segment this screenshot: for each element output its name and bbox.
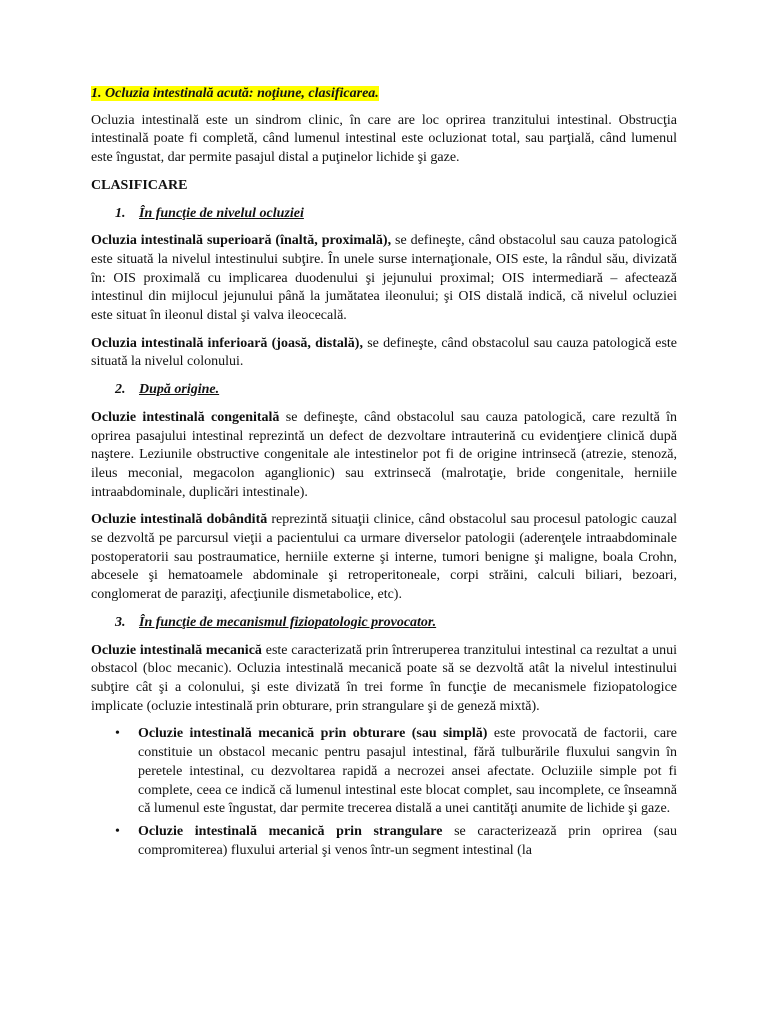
term-strangulation: Ocluzie intestinală mecanică prin strangulare [138, 823, 443, 839]
paragraph-congenital [91, 409, 677, 503]
document-content [91, 85, 677, 864]
term-mechanical: Ocluzie intestinală mecanică [91, 642, 262, 658]
list-item [91, 823, 677, 860]
bullet-icon: • [115, 726, 120, 742]
paragraph-mechanical [91, 642, 677, 717]
subheading-mechanism [91, 614, 677, 633]
highlighted-title: 1. Ocluzia intestinală acută: noţiune, clasificarea. [91, 86, 379, 101]
text-superior: se defineşte, când obstacolul sau cauza patologică este situată la nivelul intestinului subţire. În unele surse internaţionale, OIS este, la rândul său, divizată în: OIS proximală cu implicarea duodenului şi jejunului proximal; OIS intermediară – afectează intestinul din mijlocul jejunului până la jumătatea ileonului; şi OIS distală indică, că nivelul ocluziei este situat în ileonul distal şi valva ileocecală. [91, 233, 677, 324]
text-acquired: reprezintă situaţii clinice, când obstacolul sau procesul patologic cauzal se dezvoltă pe parcursul vieţii a pacientului ca urmare diverselor patologii (aderenţele intraabdominale postoperatorii sau postraumatice, herniile externe şi interne, tumori benigne şi maligne, boala Crohn, abcesele şi hematoamele abdominale şi retroperitoneale, corpi străini, calculi biliari, bezoari, conglomerat de paraziţi, afecţiunile dismetabolice, etc). [91, 512, 677, 603]
text-congenital: se defineşte, când obstacolul sau cauza patologică, care rezultă în oprirea pasajului intestinal reprezintă un defect de dezvoltare intrauterină cu evidenţiere clinică după naştere. Leziunile obstructive congenitale ale intestinelor pot fi de origine intrinsecă (atrezie, stenoză, ileus meconial, megacolon aganglionic) sau extrinsecă (malrotaţie, bride congenitale, herniile intraabdominale, duplicări intestinale). [91, 409, 678, 500]
section-title [91, 85, 677, 104]
term-obturation: Ocluzie intestinală mecanică prin obturare (sau simplă) [138, 726, 488, 742]
term-acquired: Ocluzie intestinală dobândită [91, 512, 268, 528]
text-mechanical: este caracterizată prin întreruperea tranzitului intestinal ca rezultat a unui obstacol (bloc mecanic). Ocluzia intestinală mecanică poate să se dezvoltă atât la nivelul intestinului subţire cât şi a colonului, şi este divizată în trei forme în funcţie de mecanismele fiziopatologice implicate (ocluzie intestinală prin obturare, prin strangulare şi de geneză mixtă). [91, 642, 677, 714]
subheading-number: 2. [115, 382, 126, 398]
list-item-body [138, 823, 677, 860]
subheading-text: În funcţie de mecanismul fiziopatologic provocator. [139, 614, 437, 630]
subheading-level [91, 205, 677, 224]
bullet-icon: • [115, 823, 120, 839]
subheading-number: 3. [115, 614, 126, 630]
paragraph-superior-occlusion [91, 232, 677, 326]
text-strangulation: se caracterizează prin oprirea (sau compromiterea) fluxului arterial şi venos într-un segment intestinal (la [138, 823, 677, 858]
text-obturation: este provocată de factorii, care constituie un obstacol mecanic pentru pasajul intestinal, fără tulburările fluxului sangvin în peretele intestinal, cu dezvoltarea rapidă a necrozei ansei afectate. Ocluziile simple pot fi complete, ceea ce indică că lumenul intestinal este blocat complet, sau incomplete, ce înseamnă că lumenul este îngustat, dar permite trecerea distală a unei cantităţi anumite de lichide şi gaze. [138, 726, 677, 817]
term-inferior: Ocluzia intestinală inferioară (joasă, distală), [91, 335, 363, 351]
intro-paragraph: Ocluzia intestinală este un sindrom clinic, în care are loc oprirea tranzitului intestinal. Obstrucţia intestinală poate fi completă, când lumenul intestinal este ocluzionat total, sau parţială, când lumenul este îngustat, dar permite pasajul distal a puţinelor lichide şi gaze. [91, 112, 677, 166]
paragraph-inferior-occlusion [91, 335, 677, 372]
classification-heading: CLASIFICARE [91, 177, 188, 193]
paragraph-acquired [91, 511, 677, 605]
subheading-text: După origine. [139, 382, 220, 398]
subheading-text: În funcţie de nivelul ocluziei [139, 205, 304, 221]
subheading-origin [91, 381, 677, 400]
text-inferior: se defineşte, când obstacolul sau cauza patologică este situată la nivelul colonului. [91, 335, 678, 370]
term-congenital: Ocluzie intestinală congenitală [91, 409, 280, 425]
subheading-number: 1. [115, 205, 126, 221]
list-item [91, 725, 677, 819]
term-superior: Ocluzia intestinală superioară (înaltă, proximală), [91, 233, 392, 249]
list-item-body [138, 725, 677, 819]
bullet-list [91, 725, 677, 860]
